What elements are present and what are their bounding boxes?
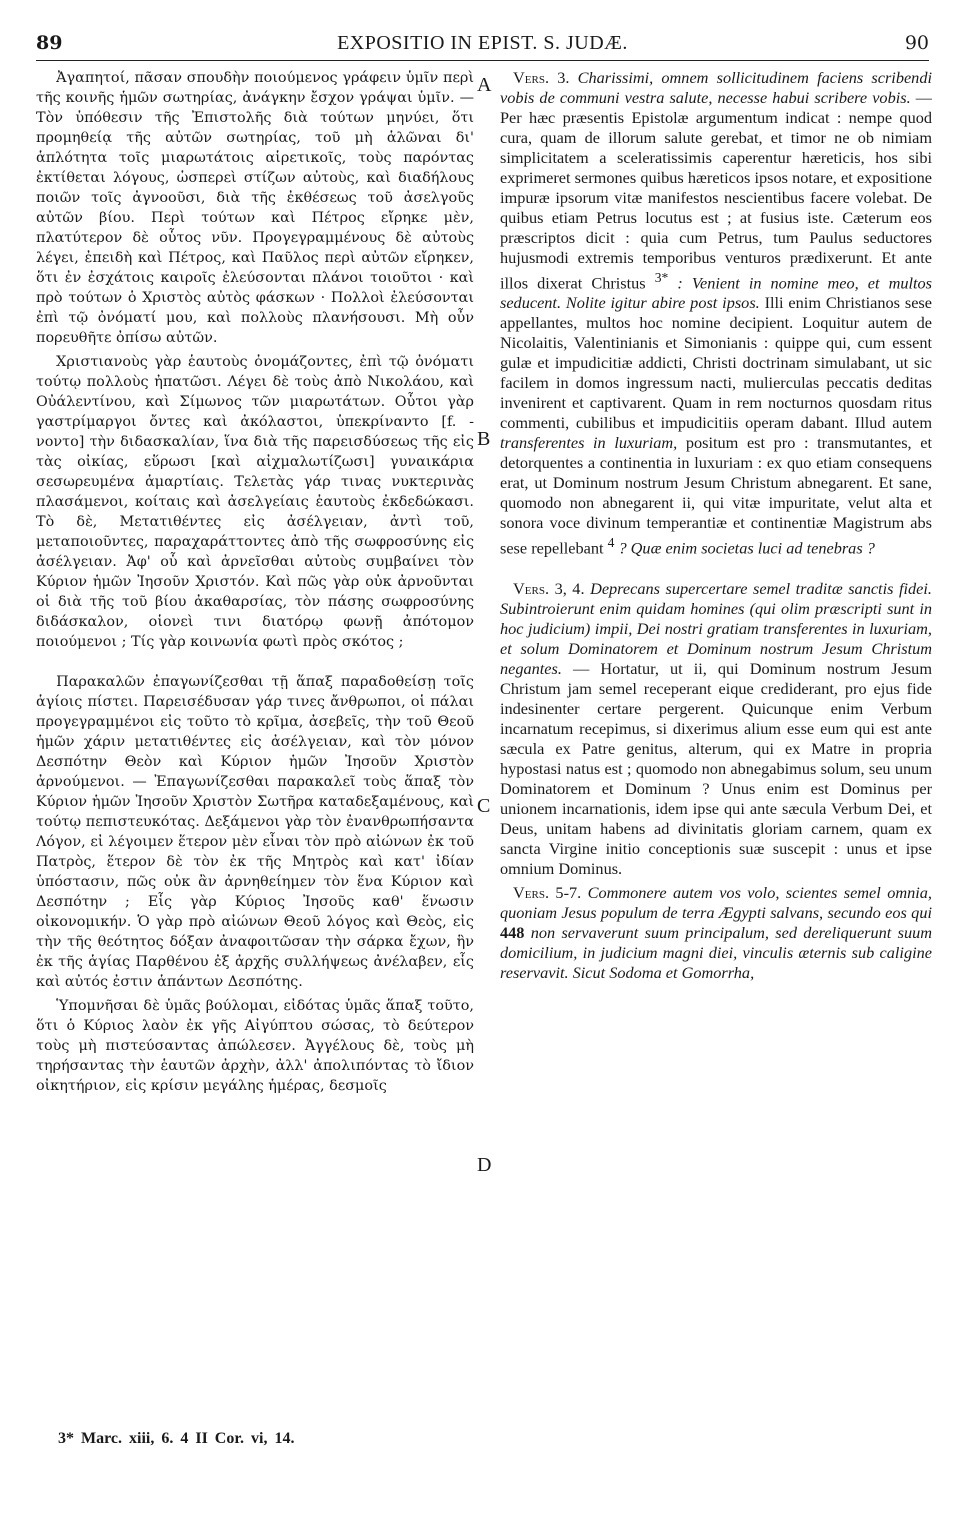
greek-column: [36, 68, 474, 1458]
greek-paragraph-1: Ἀγαπητοί, πᾶσαν σπουδὴν ποιούμενος γράφειν ὑμῖν περὶ τῆς κοινῆς ἡμῶν σωτηρίας, ἀνάγκην ἔσχον γράψαι ὑμῖν. — Τὸν ὑπόθεσιν τῆς Ἐπιστολῆς διὰ τούτων μηνύει, ὅτι προμηθείᾳ τῆς αὐτῶν σωτηρίας, τοῦ μὴ ἁλῶναι δι' ἁπλότητα τοῖς μιαρωτάτοις αἱρετικοῖς, τοὺς παρόντας ἐκτίθεται λόγους, ὡσπερεὶ στίζων αὐτοὺς, καὶ διαδήλους ποιῶν τοῖς ἀγνοοῦσι, διὰ τῆς ἐκθέσεως τοῦ ἀσελγοῦς αὐτῶν βίου. Περὶ τούτων καὶ Πέτρος εἴρηκε μὲν, πλατύτερον δὲ οὗτος νῦν. Προγεγραμμένους δὲ αὐτοὺς λέγει, ἐπειδὴ καὶ Πέτρος, καὶ Παῦλος περὶ αὐτῶν εἴρηκεν, ὅτι ἐν ἐσχάτοις καιροῖς ἐλεύσονται πλάνοι τοιοῦτοι · καὶ πρὸ τούτων ὁ Χριστὸς αὐτὸς φάσκων · Πολλοὶ ἐλεύσονται ἐπὶ τῷ ὀνόματί μου, καὶ πολλοὺς πλανήσουσι. Μὴ οὖν πορευθῆτε ὀπίσω αὐτῶν.: [36, 70, 474, 346]
page-number-right: 90: [904, 32, 929, 54]
latin-verse-3: [500, 68, 932, 559]
margin-letter-a: A: [477, 74, 492, 96]
verse-lemma: Commonere autem vos volo, scientes semel omnia, quoniam Jesus populum de terra Ægypti salvans, secundo eos qui: [500, 882, 932, 922]
commentary-text: Illi enim Christianos sese appellantes, multos hoc nomine decipient. Loquitur autem de Nicolaitis, Valentinianis et Simonianis : quippe qui, cum essent gulæ et impudicitiæ addicti, Christi doctrinam simulabant, ut sic facilem in domos ingressum nacti, mulierculas peccatis deditas invenirent et captivarent. Quam in rem nocturnos quosdam ritus commenti, cubilibus et impudicitiis operam dabant. Illud autem: [500, 293, 932, 433]
footnote-marker: 3*: [654, 270, 669, 285]
scripture-quote: ? Quæ enim societas luci ad tenebras ?: [618, 538, 875, 558]
greek-paragraph-4: Ὑπομνῆσαι δὲ ὑμᾶς βούλομαι, εἰδότας ὑμᾶς ἅπαξ τοῦτο, ὅτι ὁ Κύριος λαὸν ἐκ γῆς Αἰγύπτου σώσας, τὸ δεύτερον τοὺς μὴ πιστεύσαντας ἀπώλεσεν. Ἀγγέλους δὲ, τοὺς μὴ τηρήσαντας τὴν ἑαυτῶν ἀρχὴν, ἀλλ' ἀπολιπόντας τὸ ἴδιον οἰκητήριον, εἰς κρίσιν μεγάλης ἡμέρας, δεσμοῖς: [36, 998, 474, 1094]
verse-lemma: non servaverunt suum principalum, sed dereliquerunt suum domicilium, in judicium magni diei, vinculis æternis sub caligine reservavit. Sicut Sodoma et Gomorrha,: [500, 922, 932, 982]
commentary-text: — Per hæc præsentis Epistolæ argumentum indicat : nempe quod cura, quam de illorum salute gerebat, et timor ne ob nimiam simplicitatem a sceleratissimis caperentur hæreticis, hos sibi exprimeret sermones quibus hæreticos ipsos notare, et expositione impuræ ipsorum vitæ manifestos nescientibus facere volebat. De quibus etiam Petrus locutus est ; at fusius iste. Cæterum eos præscriptos dicit : quia cum Petrus, tum Paulus seductores hujusmodi extremis temporibus venturos prædixerunt. Et ante illos dixerat Christus: [500, 88, 932, 293]
verse-label: Vers. 3.: [513, 68, 570, 87]
greek-paragraph-3: Παρακαλῶν ἐπαγωνίζεσθαι τῇ ἅπαξ παραδοθείσῃ τοῖς ἁγίοις πίστει. Παρεισέδυσαν γάρ τινες ἄνθρωποι, οἱ πάλαι προγεγραμμένοι εἰς τοῦτο τὸ κρῖμα, ἀσεβεῖς, τὴν τοῦ Θεοῦ ἡμῶν χάριν μετατιθέντες εἰς ἀσέλγειαν, καὶ τὸν μόνον Δεσπότην Θεὸν καὶ Κύριον ἡμῶν Ἰησοῦν Χριστὸν ἀρνούμενοι. — Ἐπαγωνίζεσθαι παρακαλεῖ τοὺς ἅπαξ τὸν Κύριον ἡμῶν Ἰησοῦν Χριστὸν Σωτῆρα καταδεξαμένους, καὶ τούτῳ πεπιστευκότας. Δεξάμενοι γὰρ τὸν ἐνανθρωπήσαντα Λόγον, εἰ λέγοιμεν ἕτερον μὲν εἶναι τὸν πρὸ αἰώνων ἐκ τοῦ Πατρὸς, ἕτερον δὲ τὸν ἐκ τῆς Μητρὸς καὶ κατ' ἰδίαν ὑπόστασιν, πῶς οὐκ ἂν ἀρνηθείημεν τὸν ἕνα Κύριον καὶ Δεσπότην ; Εἷς γὰρ Κύριος Ἰησοῦς καθ' ἕνωσιν οἰκονομικήν. Ὁ γὰρ πρὸ αἰώνων Θεοῦ λόγος καὶ Θεὸς, εἰς τὴν τῆς θεότητος δόξαν ἀναφοιτῶσαν τὴν σάρκα ἔχων, ἣν ἐκ τῆς ἁγίας Παρθένου ἐξ ἀρχῆς συλλήψεως ἀνέλαβεν, εἷς καὶ αὐτός ἐστιν ἁπάντων Δεσπότης.: [36, 674, 474, 990]
verse-lemma: Charissimi, omnem sollicitudinem faciens scribendi vobis de communi vestra salute, necesse habui scribere vobis.: [500, 68, 932, 107]
footnote-marker: 4: [607, 535, 615, 551]
latin-verse-3-4: [500, 579, 932, 879]
verse-lemma: Deprecans supercertare semel traditæ sanctis fidei. Subintroierunt enim quidam homines (qui olim præscripti sunt in hoc judicium) impii, Dei nostri gratiam transferentes in luxuriam, et solum Dominatorem et Dominum nostrum Jesum Christum negantes.: [500, 578, 932, 678]
latin-verse-5-7: [500, 883, 932, 983]
page-number-left: 89: [36, 32, 63, 54]
header-rule: [36, 60, 929, 61]
latin-column: [500, 68, 932, 1458]
verse-label: Vers. 3, 4.: [513, 578, 585, 598]
scripture-quote: : Venient in nomine meo, et multos seducent. Nolite igitur abire post ipsos.: [500, 273, 932, 313]
running-header: [36, 32, 929, 58]
margin-letter-d: D: [477, 1154, 492, 1176]
margin-letter-b: B: [477, 428, 491, 450]
verse-label: Vers. 5-7.: [513, 882, 582, 902]
commentary-text: positum est pro : transmutantes, et detorquentes a continentia in luxuriam : ex quo etiam consequens erat, ut Dominum nostrum Jesum Christum abnegarent. Et sane, quomodo non abnegarent ii, qui vitæ impuritate, velut alta et sonora voce divinum temperantiæ et continentiæ Magistrum abs sese repellebant: [500, 433, 932, 558]
commentary-text: — Hortatur, ut ii, qui Dominum nostrum Jesum Christum jam semel receperant eique crediderant, pro ejus fide indesinenter certare pergerent. Quicunque enim Verbum incarnatum recepimus, si dixerimus alium esse eum qui est ante sæcula ex Patre genitus, alterum, qui ex Matre in propria hypostasi natus est ; quomodo non abnegabimus solum, seu unum Dominatorem et Dominum ? Unus enim est Dominus per unionem incarnationis, idem ipse qui ante sæcula Verbum Dei, et Deus, unitam habens ad divinitatis gloriam carnem, quam ex sancta Virgine initio conceptionis suæ suscepit : unus et ipse omnium Dominus.: [500, 658, 932, 878]
quoted-phrase: transferentes in luxuriam,: [500, 433, 678, 453]
column-number: 448: [500, 922, 525, 942]
margin-letter-c: C: [477, 795, 491, 817]
running-title: EXPOSITIO IN EPIST. S. JUDÆ.: [337, 32, 628, 54]
greek-paragraph-2: Χριστιανοὺς γὰρ ἑαυτοὺς ὀνομάζοντες, ἐπὶ τῷ ὀνόματι τούτῳ πολλοὺς ἠπατῶσι. Λέγει δὲ τοὺς ἀπὸ Νικολάου, καὶ Οὐάλεντίνου, καὶ Σίμωνος τῶν μιαρωτάτων. Οὗτοι γὰρ γαστρίμαργοι ὄντες καὶ ἀκόλαστοι, ὑπεκρίναντο [f. - νοντο] τὴν διδασκαλίαν, ἵνα διὰ τῆς παρεισδύσεως τῆς εἰς τὰς οἰκίας, εὕρωσι [καὶ αἰχμαλωτίζωσι] γυναικάρια σεσωρευμένα ἁμαρτίαις. Τελετὰς γάρ τινας νυκτερινὰς πλασάμενοι, κοίταις καὶ ἀσελγείαις ἑαυτοὺς ἐκδεδώκασι. Τὸ δὲ, Μετατιθέντες εἰς ἀσέλγειαν, ἀντὶ τοῦ, μεταποιοῦντες, παραχαράττοντες ἀπὸ τῆς σωφροσύνης εἰς ἀσέλγειαν. Ἀφ' οὗ καὶ ἀρνεῖσθαι αὐτοὺς συμβαίνει τὸν Κύριον ἡμῶν Ἰησοῦν Χριστόν. Καὶ πῶς γὰρ οὐκ ἀρνοῦνται οἱ διὰ τῆς τοῦ βίου ἀκαθαρσίας, τὸν πάσης σωφροσύνης διδάσκαλον, οἱονεὶ τινι διατόρῳ φωνῇ ἀπότομον ποιούμενοι ; Τίς γὰρ κοινωνία φωτὶ πρὸς σκότος ;: [36, 354, 474, 650]
footnotes: 3* Marc. xiii, 6. 4 II Cor. vi, 14.: [58, 1430, 295, 1447]
